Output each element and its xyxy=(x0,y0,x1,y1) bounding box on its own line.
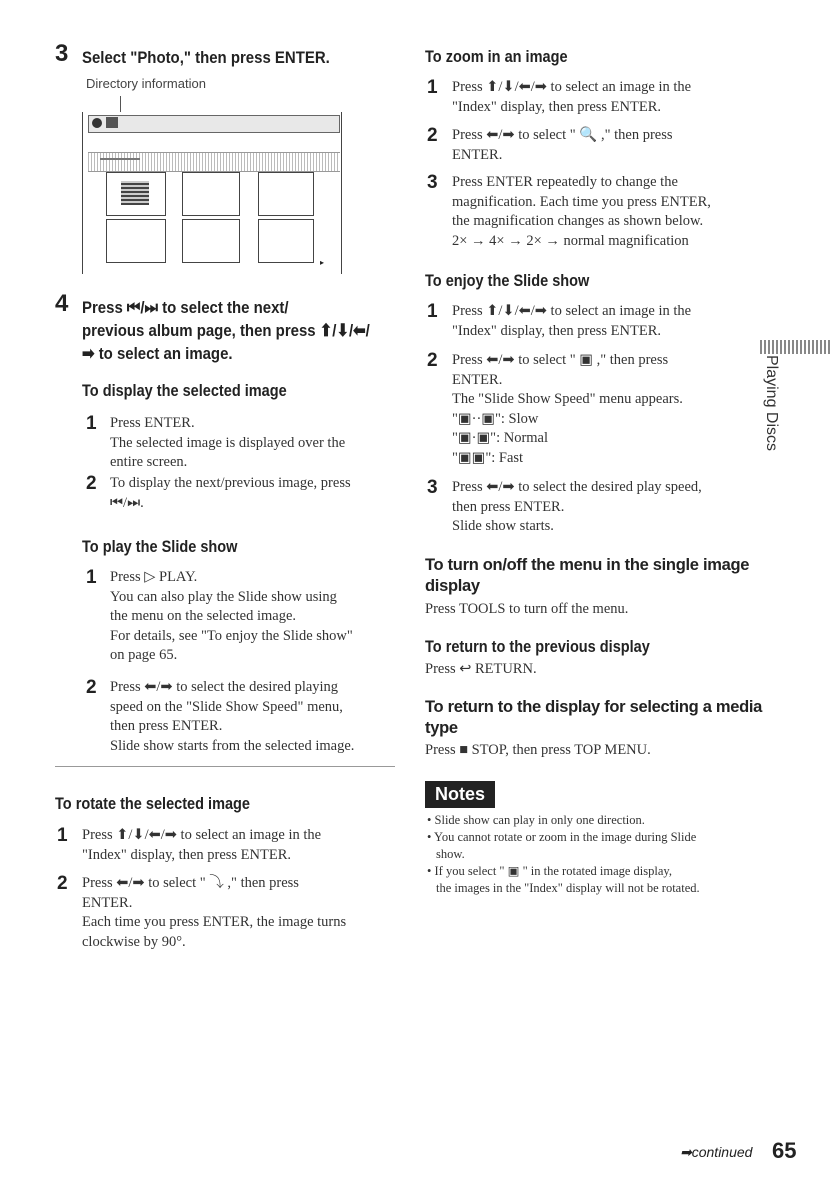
step-number: 3 xyxy=(427,477,438,498)
photo-icon xyxy=(106,117,118,128)
line: "▣·▣": Normal xyxy=(452,430,549,446)
step-number: 2 xyxy=(86,473,97,494)
line: Press ⬅/➡ to select " ▣ ," then press xyxy=(452,352,669,368)
line: Press ENTER. xyxy=(110,415,195,431)
thumbnail xyxy=(182,172,240,216)
heading-line: To return to the display for selecting a media xyxy=(425,698,763,716)
step-heading: previous album page, then press ⬆/⬇/⬅/ xyxy=(82,321,370,340)
thumbnail-selected xyxy=(106,172,166,216)
note-text: show. xyxy=(436,847,465,861)
line: Press ▷ PLAY. xyxy=(110,569,198,585)
line: then press ENTER. xyxy=(452,498,565,515)
section-heading: To return to the previous display xyxy=(425,638,650,656)
line: To display the next/previous image, press xyxy=(110,475,351,491)
continued-label: ➡continued xyxy=(680,1144,753,1160)
line: Press ⬆/⬇/⬅/➡ to select an image in the xyxy=(452,303,692,319)
step-text xyxy=(452,351,683,468)
line: You can also play the Slide show using xyxy=(110,588,337,605)
line: The "Slide Show Speed" menu appears. xyxy=(452,391,683,407)
next-arrow-icon: ▸ xyxy=(320,258,325,267)
heading-line: display xyxy=(425,577,480,595)
line: entire screen. xyxy=(110,454,188,470)
line: on page 65. xyxy=(110,647,178,663)
line: "Index" display, then press ENTER. xyxy=(82,846,292,863)
note-item: • If you select " ▣ " in the rotated image display, xyxy=(427,864,672,878)
step-text xyxy=(452,478,702,537)
line: the menu on the selected image. xyxy=(110,608,297,624)
heading-line: To turn on/off the menu in the single image xyxy=(425,556,750,574)
line: Press ⬅/➡ to select " ⤵ ," then press xyxy=(82,875,299,891)
line: the magnification changes as shown below. xyxy=(452,213,704,229)
section-heading: To play the Slide show xyxy=(82,538,238,556)
line: The selected image is displayed over the xyxy=(110,434,346,451)
note-item: • You cannot rotate or zoom in the image during Slide xyxy=(427,830,697,844)
line: 2× → 4× → 2× → normal magnification xyxy=(452,232,689,249)
line: ENTER. xyxy=(452,371,503,388)
side-tab-label: Playing Discs xyxy=(763,355,780,452)
heading-line: type xyxy=(425,719,458,737)
thumbnail xyxy=(258,219,314,263)
section-heading: To rotate the selected image xyxy=(55,795,251,813)
section-heading xyxy=(425,555,749,597)
step-text xyxy=(452,173,711,251)
line: Press ⬆/⬇/⬅/➡ to select an image in the xyxy=(452,79,692,95)
step-text xyxy=(110,568,353,666)
section-heading xyxy=(425,697,762,739)
line: Press ⬅/➡ to select the desired playing xyxy=(110,679,339,695)
notes-badge: Notes xyxy=(425,781,495,808)
section-text: Press TOOLS to turn off the menu. xyxy=(425,601,629,617)
line: ENTER. xyxy=(452,146,503,163)
line: Press ⬆/⬇/⬅/➡ to select an image in the xyxy=(82,827,322,843)
line: Slide show starts. xyxy=(452,518,554,534)
line: Press ⬅/➡ to select " 🔍 ," then press xyxy=(452,127,673,143)
section-heading: To display the selected image xyxy=(82,382,287,400)
disc-icon xyxy=(92,118,102,128)
step-text xyxy=(452,302,691,341)
step-text xyxy=(452,78,691,117)
line: ⏮/⏭. xyxy=(110,494,144,511)
line: clockwise by 90°. xyxy=(82,933,186,950)
line: "Index" display, then press ENTER. xyxy=(452,322,662,339)
caption: Directory information xyxy=(86,76,206,91)
line: then press ENTER. xyxy=(110,718,223,734)
step-number: 2 xyxy=(57,873,68,894)
step-heading: Press ⏮/⏭ to select the next/ xyxy=(82,298,289,317)
side-tab-bar xyxy=(760,340,830,354)
step-number: 3 xyxy=(427,172,438,193)
notes-list xyxy=(427,812,700,897)
line: Press ENTER repeatedly to change the xyxy=(452,174,678,190)
note-text: You cannot rotate or zoom in the image during Slide xyxy=(434,830,697,844)
divider xyxy=(55,766,395,767)
line: speed on the "Slide Show Speed" menu, xyxy=(110,698,343,715)
line: Press ⬅/➡ to select the desired play speed, xyxy=(452,479,702,495)
note-item: • Slide show can play in only one direction. xyxy=(427,813,645,827)
step-number: 2 xyxy=(427,350,438,371)
step-text xyxy=(110,414,345,473)
thumbnail xyxy=(106,219,166,263)
step-text xyxy=(82,874,346,952)
line: "▣▣": Fast xyxy=(452,449,524,466)
line: "▣··▣": Slow xyxy=(452,410,539,427)
step-number: 4 xyxy=(55,290,69,317)
line: Each time you press ENTER, the image turns xyxy=(82,914,347,930)
step-text xyxy=(452,126,673,165)
line: magnification. Each time you press ENTER, xyxy=(452,193,711,210)
step-number: 2 xyxy=(86,677,97,698)
step-text xyxy=(110,678,354,756)
line: For details, see "To enjoy the Slide show" xyxy=(110,627,353,644)
step-text xyxy=(82,826,321,865)
step-number: 3 xyxy=(55,40,69,67)
section-heading: To zoom in an image xyxy=(425,48,568,66)
line: ENTER. xyxy=(82,894,133,911)
step-number: 1 xyxy=(427,301,438,322)
page-number: 65 xyxy=(772,1138,797,1163)
section-heading: To enjoy the Slide show xyxy=(425,272,590,290)
step-text xyxy=(110,474,351,513)
step-heading: ➡ to select an image. xyxy=(82,344,233,363)
step-number: 1 xyxy=(86,567,97,588)
step-number: 1 xyxy=(86,413,97,434)
line: Slide show starts from the selected image. xyxy=(110,737,355,754)
line: "Index" display, then press ENTER. xyxy=(452,98,662,115)
step-number: 1 xyxy=(427,77,438,98)
thumbnail xyxy=(258,172,314,216)
step-number: 1 xyxy=(57,825,68,846)
section-text: Press ■ STOP, then press TOP MENU. xyxy=(425,742,651,758)
note-text: If you select " ▣ " in the rotated image display, xyxy=(434,864,672,878)
note-text: the images in the "Index" display will not be rotated. xyxy=(436,881,700,895)
section-text: Press ↩ RETURN. xyxy=(425,661,537,677)
thumbnail xyxy=(182,219,240,263)
note-text: Slide show can play in only one direction. xyxy=(434,813,645,827)
step-number: 2 xyxy=(427,125,438,146)
step-heading: Select "Photo," then press ENTER. xyxy=(82,48,330,67)
